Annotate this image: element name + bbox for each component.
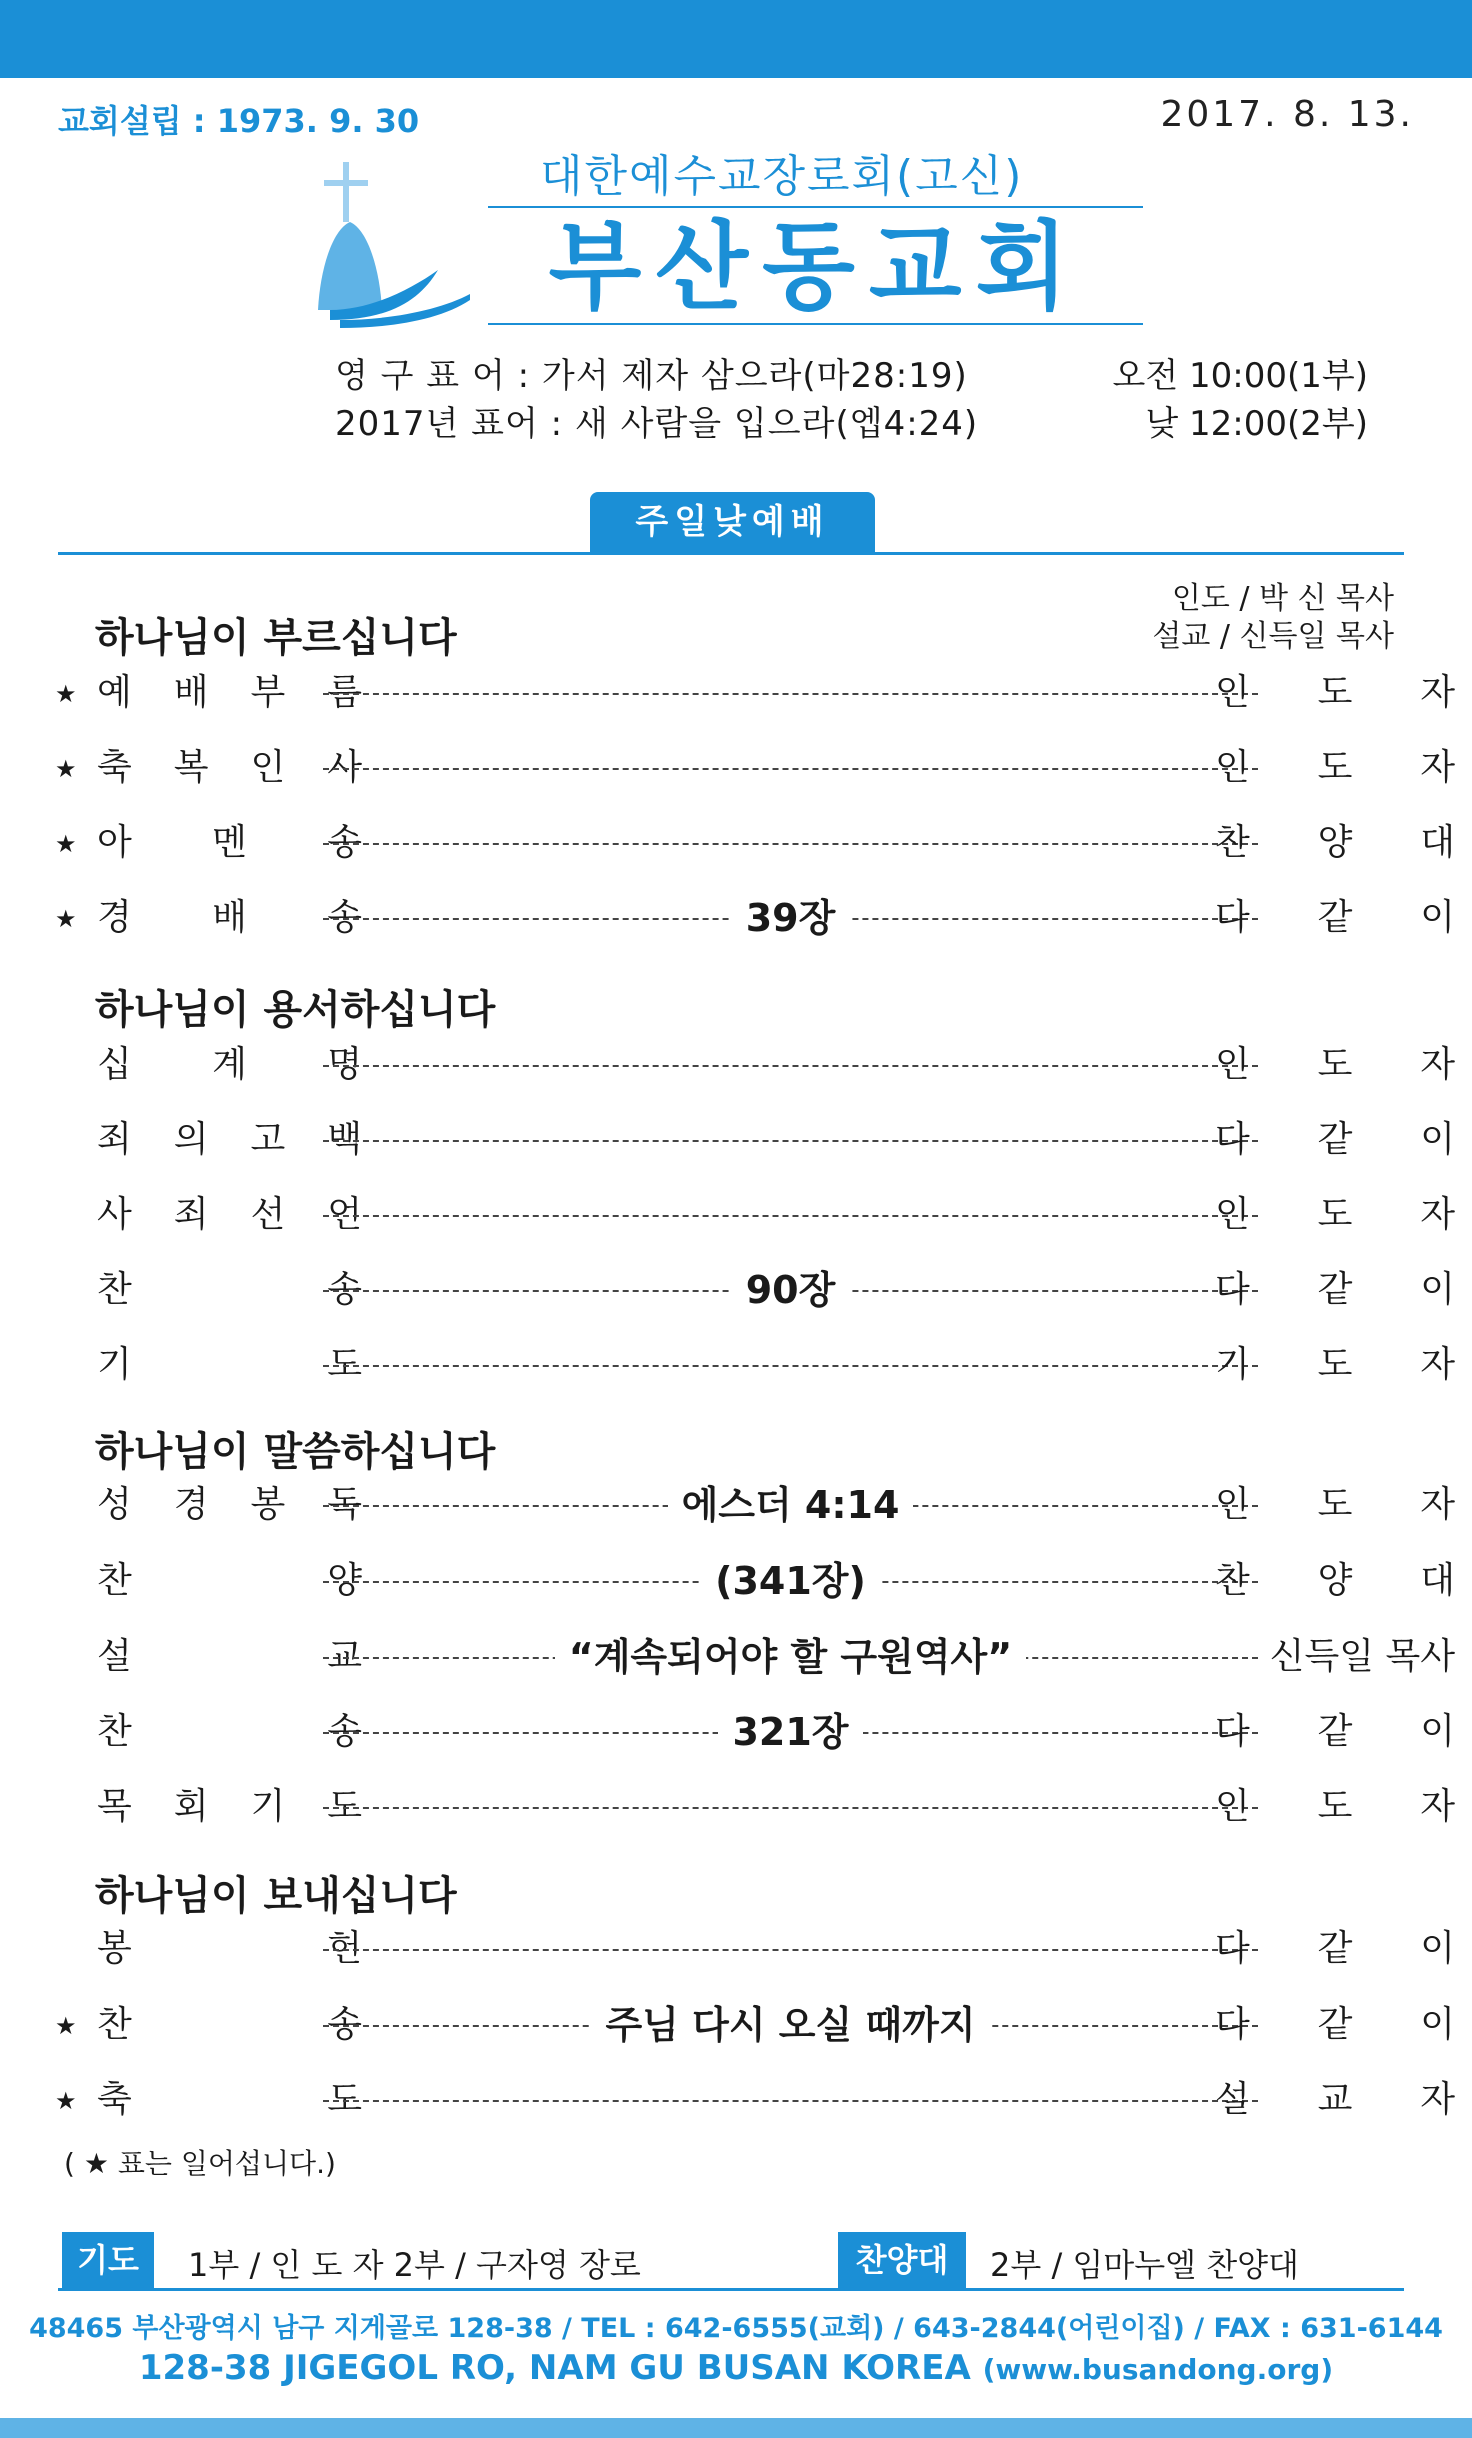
bottom-bar: [0, 2418, 1472, 2438]
motto-permanent: 영 구 표 어 : 가서 제자 삼으라(마28:19): [335, 356, 968, 396]
standing-note: ( ★ 표는 일어섭니다.): [64, 2147, 336, 2180]
service-item-performer: [1215, 893, 1455, 943]
label-char: 부: [250, 672, 286, 713]
service-item-row: [55, 1632, 1455, 1682]
service-item-performer: [1215, 1556, 1455, 1606]
performer-char: 같: [1317, 897, 1353, 938]
dotted-leader: [323, 1365, 1258, 1367]
service-item-row: [55, 1190, 1455, 1240]
service-item-performer: [1215, 818, 1455, 868]
label-char: 명: [327, 1044, 362, 1085]
label-char: 아: [97, 822, 132, 863]
service-item-detail: [323, 1480, 1258, 1530]
service-item-row: [55, 1340, 1455, 1390]
dotted-leader: [323, 693, 1258, 695]
performer-char: 자: [1420, 2079, 1455, 2120]
service-item-performer: [1215, 1480, 1455, 1530]
church-logo-icon: [310, 160, 470, 330]
service-item-performer: [1215, 2075, 1455, 2125]
label-char: 기: [97, 1344, 132, 1385]
section-heading: 하나님이 보내십니다: [95, 1873, 457, 1919]
dotted-leader: [323, 843, 1258, 845]
label-char: 언: [327, 1194, 362, 1235]
label-char: 교: [327, 1636, 362, 1677]
performer-char: 대: [1420, 1560, 1455, 1601]
service-item-detail: [323, 1707, 1258, 1757]
footer-divider: [58, 2288, 1404, 2291]
standing-star-icon: ★: [55, 905, 77, 933]
title-rule-bottom: [488, 323, 1143, 325]
performer-char: 같: [1317, 1928, 1353, 1969]
detail-text: (341장): [701, 1559, 880, 1603]
performer-char: 이: [1420, 1119, 1455, 1160]
label-char: 인: [250, 747, 286, 788]
label-char: 헌: [327, 1928, 362, 1969]
detail-text: 90장: [732, 1268, 850, 1312]
label-char: 찬: [97, 1269, 132, 1310]
service-time-2: 낮 12:00(2부): [1145, 404, 1368, 444]
website-link[interactable]: (www.busandong.org): [982, 2353, 1334, 2386]
performer-char: 교: [1317, 2079, 1353, 2120]
label-char: 배: [173, 672, 209, 713]
service-item-row: [55, 1556, 1455, 1606]
performer-char: 자: [1420, 747, 1455, 788]
label-char: 독: [327, 1484, 362, 1525]
label-char: 배: [212, 897, 247, 938]
service-item-row: [55, 1924, 1455, 1974]
performer-char: 도: [1317, 1044, 1353, 1085]
label-char: 계: [212, 1044, 247, 1085]
performer-char: 인: [1215, 1484, 1250, 1525]
performer-char: 도: [1317, 1194, 1353, 1235]
leader-line: 인도 / 박 신 목사: [1171, 581, 1394, 616]
performer-char: 같: [1317, 1269, 1353, 1310]
label-char: 송: [327, 822, 362, 863]
performer-char: 찬: [1215, 1560, 1250, 1601]
label-char: 회: [173, 1786, 209, 1827]
service-item-performer: [1215, 2000, 1455, 2050]
dotted-leader: [323, 2100, 1258, 2102]
label-char: 의: [173, 1119, 209, 1160]
service-item-performer: [1215, 743, 1455, 793]
label-char: 설: [97, 1636, 132, 1677]
performer-char: 신득일 목사: [1269, 1636, 1455, 1677]
label-char: 사: [97, 1194, 132, 1235]
standing-star-icon: ★: [55, 680, 77, 708]
performer-char: 이: [1420, 897, 1455, 938]
section-heading: 하나님이 용서하십니다: [95, 987, 496, 1033]
service-item-performer: [1215, 1115, 1455, 1165]
performer-char: 도: [1317, 672, 1353, 713]
standing-star-icon: ★: [55, 830, 77, 858]
service-item-row: [55, 1040, 1455, 1090]
service-item-row: [55, 1115, 1455, 1165]
choir-schedule: 2부 / 임마누엘 찬양대: [990, 2246, 1299, 2284]
address-english: [0, 2348, 1472, 2388]
label-char: 찬: [97, 1711, 132, 1752]
service-item-row: [55, 2000, 1455, 2050]
service-item-performer: [1215, 1632, 1455, 1682]
performer-char: 다: [1215, 897, 1250, 938]
service-item-performer: [1215, 668, 1455, 718]
prayer-tag: 기도: [62, 2232, 154, 2288]
standing-star-icon: ★: [55, 755, 77, 783]
standing-star-icon: ★: [55, 2012, 77, 2040]
founded-date: 교회설립 : 1973. 9. 30: [58, 102, 420, 140]
detail-text: 에스더 4:14: [668, 1483, 914, 1527]
service-item-performer: [1215, 1190, 1455, 1240]
service-item-row: [55, 1782, 1455, 1832]
performer-char: 도: [1317, 1344, 1353, 1385]
label-char: 도: [327, 1344, 362, 1385]
service-item-performer: [1215, 1782, 1455, 1832]
performer-char: 도: [1317, 1484, 1353, 1525]
label-char: 경: [173, 1484, 209, 1525]
performer-char: 인: [1215, 672, 1250, 713]
performer-char: 다: [1215, 2004, 1250, 2045]
label-char: 봉: [250, 1484, 286, 1525]
service-item-performer: [1215, 1265, 1455, 1315]
preacher-line: 설교 / 신득일 목사: [1152, 619, 1394, 654]
performer-char: 대: [1420, 822, 1455, 863]
label-char: 양: [327, 1560, 362, 1601]
service-item-row: [55, 668, 1455, 718]
label-char: 도: [327, 2079, 362, 2120]
performer-char: 같: [1317, 2004, 1353, 2045]
dotted-leader: [323, 768, 1258, 770]
label-char: 찬: [97, 1560, 132, 1601]
performer-char: 이: [1420, 2004, 1455, 2045]
detail-text: 321장: [718, 1710, 862, 1754]
label-char: 예: [97, 672, 132, 713]
service-item-performer: [1215, 1340, 1455, 1390]
detail-text: “계속되어야 할 구원역사”: [555, 1635, 1027, 1679]
service-item-detail: [323, 1632, 1258, 1682]
label-char: 도: [327, 1786, 362, 1827]
label-char: 사: [327, 747, 362, 788]
detail-text: 주님 다시 오실 때까지: [591, 2003, 989, 2047]
service-item-detail: [323, 1265, 1258, 1315]
performer-char: 인: [1215, 1044, 1250, 1085]
service-item-detail: [323, 893, 1258, 943]
service-item-performer: [1215, 1924, 1455, 1974]
service-item-row: [55, 1480, 1455, 1530]
label-char: 송: [327, 2004, 362, 2045]
performer-char: 이: [1420, 1269, 1455, 1310]
section-heading: 하나님이 말씀하십니다: [95, 1429, 496, 1475]
label-char: 축: [97, 747, 132, 788]
bulletin-date: 2017. 8. 13.: [1160, 94, 1414, 135]
label-char: 송: [327, 1269, 362, 1310]
performer-char: 양: [1317, 1560, 1353, 1601]
dotted-leader: [323, 1949, 1258, 1951]
label-char: 선: [250, 1194, 286, 1235]
label-char: 축: [97, 2079, 132, 2120]
service-item-detail: [323, 2000, 1258, 2050]
standing-star-icon: ★: [55, 2087, 77, 2115]
service-item-row: [55, 893, 1455, 943]
label-char: 름: [327, 672, 362, 713]
label-char: 죄: [173, 1194, 209, 1235]
service-title-badge: 주일낮예배: [590, 492, 875, 552]
service-item-row: [55, 2075, 1455, 2125]
leaders-info: [1152, 580, 1394, 656]
address-english-text: 128-38 JIGEGOL RO, NAM GU BUSAN KOREA: [138, 2348, 971, 2388]
prayer-schedule: 1부 / 인 도 자 2부 / 구자영 장로: [188, 2246, 641, 2284]
performer-char: 기: [1215, 1344, 1250, 1385]
performer-char: 인: [1215, 1786, 1250, 1827]
performer-char: 같: [1317, 1119, 1353, 1160]
label-char: 찬: [97, 2004, 132, 2045]
label-char: 복: [173, 747, 209, 788]
performer-char: 같: [1317, 1711, 1353, 1752]
dotted-leader: [323, 1140, 1258, 1142]
performer-char: 도: [1317, 1786, 1353, 1827]
service-item-row: [55, 743, 1455, 793]
dotted-leader: [323, 1215, 1258, 1217]
label-char: 죄: [97, 1119, 132, 1160]
performer-char: 자: [1420, 1044, 1455, 1085]
performer-char: 자: [1420, 672, 1455, 713]
service-item-detail: [323, 1556, 1258, 1606]
label-char: 경: [97, 897, 132, 938]
motto-2017: 2017년 표어 : 새 사람을 입으라(엡4:24): [335, 404, 979, 444]
label-char: 성: [97, 1484, 132, 1525]
performer-char: 인: [1215, 747, 1250, 788]
section-divider: [58, 552, 1404, 555]
dotted-leader: [323, 1065, 1258, 1067]
performer-char: 다: [1215, 1269, 1250, 1310]
performer-char: 자: [1420, 1194, 1455, 1235]
top-bar: [0, 0, 1472, 78]
label-char: 송: [327, 897, 362, 938]
service-time-1: 오전 10:00(1부): [1112, 356, 1368, 396]
service-item-performer: [1215, 1040, 1455, 1090]
performer-char: 이: [1420, 1928, 1455, 1969]
title-rule-top: [488, 206, 1143, 208]
address-korean: 48465 부산광역시 남구 지게골로 128-38 / TEL : 642-6555(교회) / 643-2844(어린이집) / FAX : 631-6144: [29, 2313, 1443, 2344]
label-char: 십: [97, 1044, 132, 1085]
label-char: 봉: [97, 1928, 132, 1969]
label-char: 목: [97, 1786, 132, 1827]
performer-char: 설: [1215, 2079, 1250, 2120]
performer-char: 인: [1215, 1194, 1250, 1235]
label-char: 기: [250, 1786, 286, 1827]
label-char: 고: [250, 1119, 286, 1160]
performer-char: 자: [1420, 1786, 1455, 1827]
performer-char: 찬: [1215, 822, 1250, 863]
label-char: 송: [327, 1711, 362, 1752]
performer-char: 다: [1215, 1119, 1250, 1160]
detail-text: 39장: [732, 896, 850, 940]
performer-char: 자: [1420, 1344, 1455, 1385]
section-heading: 하나님이 부르십니다: [95, 615, 457, 661]
performer-char: 양: [1317, 822, 1353, 863]
performer-char: 이: [1420, 1711, 1455, 1752]
label-char: 백: [327, 1119, 362, 1160]
performer-char: 도: [1317, 747, 1353, 788]
choir-tag: 찬양대: [838, 2232, 966, 2288]
denomination: 대한예수교장로회(고신): [540, 151, 1024, 202]
performer-char: 다: [1215, 1711, 1250, 1752]
performer-char: 다: [1215, 1928, 1250, 1969]
label-char: 멘: [212, 822, 247, 863]
service-item-row: [55, 818, 1455, 868]
dotted-leader: [323, 1807, 1258, 1809]
performer-char: 자: [1420, 1484, 1455, 1525]
service-item-row: [55, 1707, 1455, 1757]
service-item-performer: [1215, 1707, 1455, 1757]
church-name: 부산동교회: [548, 211, 1083, 323]
service-item-row: [55, 1265, 1455, 1315]
